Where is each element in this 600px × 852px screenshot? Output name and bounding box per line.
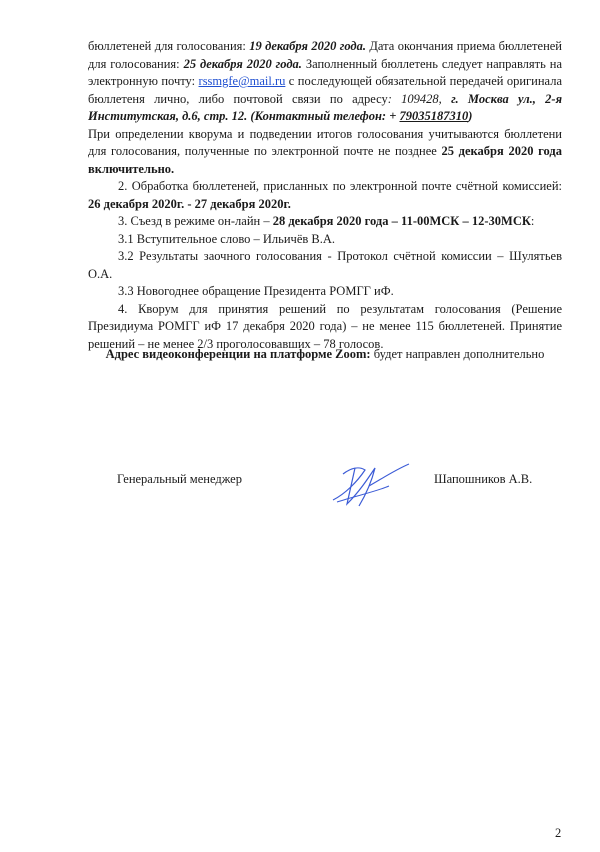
congress-date: 28 декабря 2020 года – 11-00МСК – 12-30МСК <box>272 214 531 228</box>
signatory-role: Генеральный менеджер <box>117 472 242 486</box>
address-text: г. Москва ул., 2-я Институтская, д.6, стр. 12. (Контактный телефон: + <box>88 91 563 123</box>
date-voting-end: 25 декабря 2020 года. <box>183 56 302 71</box>
paragraph-processing <box>88 178 562 213</box>
agenda-item-3-1: 3.1 Вступительное слово – Ильичёв В.А. <box>118 231 336 246</box>
paragraph-congress <box>88 213 562 231</box>
text-span: : <box>530 214 535 228</box>
zoom-address-line <box>88 346 562 364</box>
agenda-item-3-3: 3.3 Новогоднее обращение Президента РОМГГ иФ. <box>118 284 394 298</box>
document-body <box>88 38 562 353</box>
date-voting-start: 19 декабря 2020 года. <box>249 39 367 53</box>
text-span: 3. Съезд в режиме он-лайн – <box>118 214 273 228</box>
email-link[interactable]: rssmgfe@mail.ru <box>198 74 286 88</box>
text-span: 2. Обработка бюллетеней, присланных по электронной почте счётной комиссией: <box>118 179 562 193</box>
address-close: ) <box>468 109 473 123</box>
text-span: с последующей обязательной передачей оригинала бюллетеня лично, либо почтовой связи по адресу <box>88 74 562 106</box>
agenda-item-3-2: 3.2 Результаты заочного голосования - Протокол счётной комиссии – Шулятьев О.А. <box>88 249 562 281</box>
text-span: При определении кворума и подведении итогов голосования учитываются бюллетени для голосования, полученные по электронной почте не позднее <box>88 126 562 158</box>
paragraph-quorum-threshold: 4. Кворум для принятия решений по результатам голосования (Решение Президиума РОМГГ иФ 17 декабря 2020 года) – не менее 115 бюллетеней. Принятие решений – не менее 2/3 проголосовавших – 78 голосов. <box>88 301 562 351</box>
address-part: : 109428, <box>387 91 452 106</box>
phone-number: 79035187310 <box>399 109 469 123</box>
signature-block <box>0 456 600 516</box>
zoom-text: будет направлен дополнительно <box>370 347 545 361</box>
zoom-label: Адрес видеоконференции на платформе Zoom: <box>105 347 371 361</box>
deadline-bold: 25 декабря 2020 года включительно. <box>88 144 562 176</box>
paragraph-voting-dates <box>88 38 562 126</box>
page-number: 2 <box>555 826 562 840</box>
processing-dates: 26 декабря 2020г. - 27 декабря 2020г. <box>88 196 291 211</box>
handwritten-signature <box>325 456 415 511</box>
text-span: Заполненный бюллетень следует направлять на электронную почту: <box>88 56 562 88</box>
paragraph-quorum-rules <box>88 126 562 179</box>
text-span: Дата окончания приема бюллетеней для голосования: <box>88 39 562 71</box>
text-span: бюллетеней для голосования: <box>88 39 250 53</box>
signatory-name: Шапошников А.В. <box>434 472 533 486</box>
